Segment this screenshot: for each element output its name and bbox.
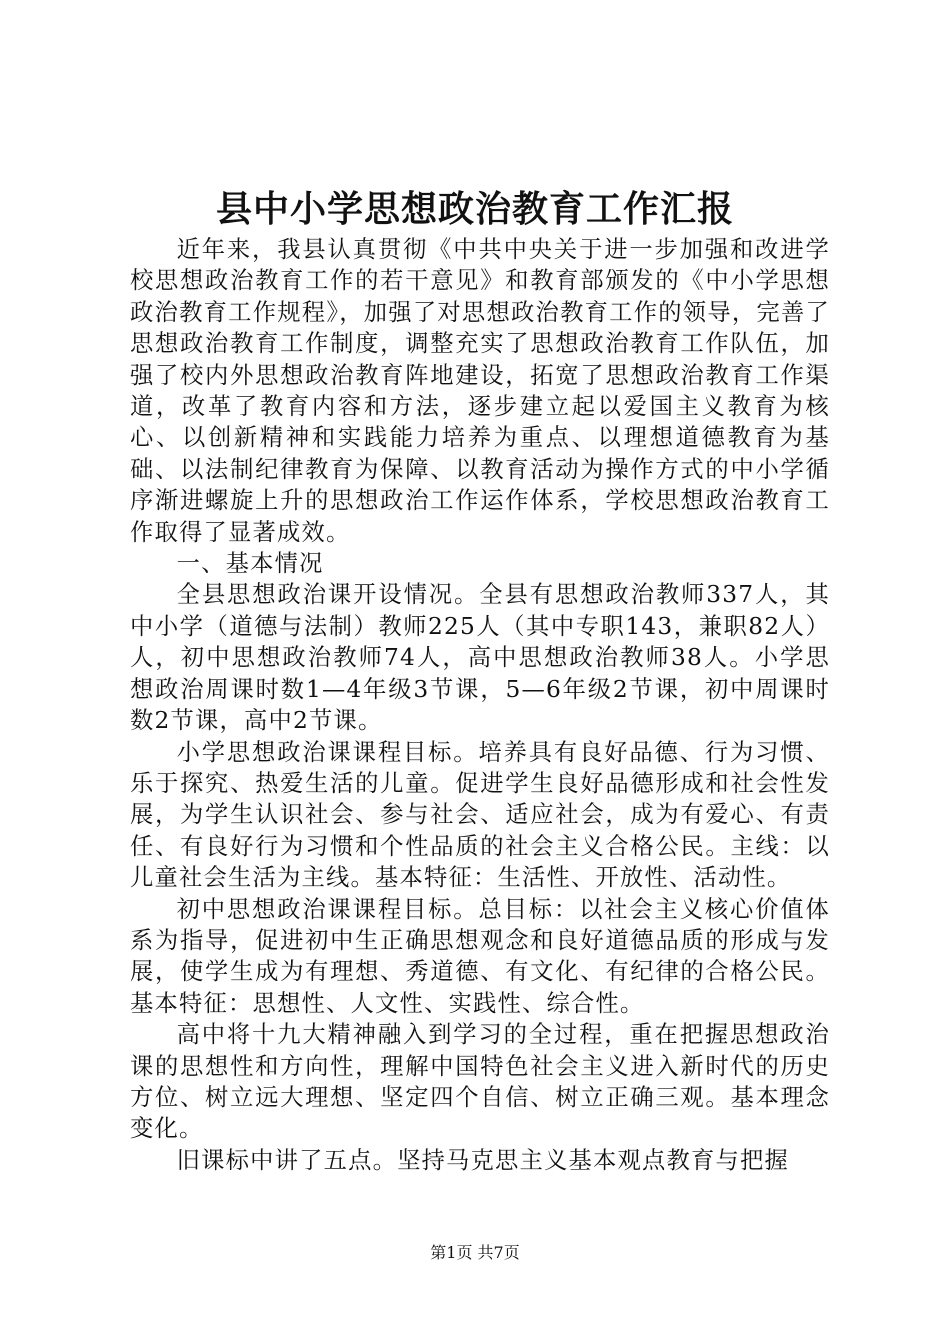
paragraph-junior-goals: 初中思想政治课课程目标。总目标：以社会主义核心价值体系为指导，促进初中生正确思想观念和良好道德品质的形成与发展，使学生成为有理想、秀道德、有文化、有纪律的合格公民。基本特征：思想性、人文性、实践性、综合性。 bbox=[130, 895, 830, 1017]
paragraph-primary-goals: 小学思想政治课课程目标。培养具有良好品德、行为习惯、乐于探究、热爱生活的儿童。促进学生良好品德形成和社会性发展，为学生认识社会、参与社会、适应社会，成为有爱心、有责任、有良好行为习惯和个性品质的社会主义合格公民。主线：以儿童社会生活为主线。基本特征：生活性、开放性、活动性。 bbox=[130, 738, 830, 892]
document-body bbox=[130, 234, 830, 1176]
paragraph-senior-goals: 高中将十九大精神融入到学习的全过程，重在把握思想政治课的思想性和方向性，理解中国特色社会主义进入新时代的历史方位、树立远大理想、坚定四个自信、树立正确三观。基本理念变化。 bbox=[130, 1021, 830, 1143]
paragraph-old-standards: 旧课标中讲了五点。坚持马克思主义基本观点教育与把握 bbox=[176, 1146, 790, 1174]
section-heading-basic-situation: 一、基本情况 bbox=[176, 550, 324, 578]
document-title: 县中小学思想政治教育工作汇报 bbox=[215, 189, 734, 230]
paragraph-course-offering: 全县思想政治课开设情况。全县有思想政治教师337人，其中小学（道德与法制）教师225人（其中专职143，兼职82人）人，初中思想政治教师74人，高中思想政治教师38人。小学思想政治周课时数1—4年级3节课，5—6年级2节课，初中周课时数2节课，高中2节课。 bbox=[130, 581, 830, 735]
page-number-footer: 第1页 共7页 bbox=[430, 1243, 520, 1262]
paragraph-intro: 近年来，我县认真贯彻《中共中央关于进一步加强和改进学校思想政治教育工作的若干意见》和教育部颁发的《中小学思想政治教育工作规程》，加强了对思想政治教育工作的领导，完善了思想政治教育工作制度，调整充实了思想政治教育工作队伍，加强了校内外思想政治教育阵地建设，拓宽了思想政治教育工作渠道，改革了教育内容和方法，逐步建立起以爱国主义教育为核心、以创新精神和实践能力培养为重点、以理想道德教育为基础、以法制纪律教育为保障、以教育活动为操作方式的中小学循序渐进螺旋上升的思想政治工作运作体系，学校思想政治教育工作取得了显著成效。 bbox=[130, 236, 830, 546]
